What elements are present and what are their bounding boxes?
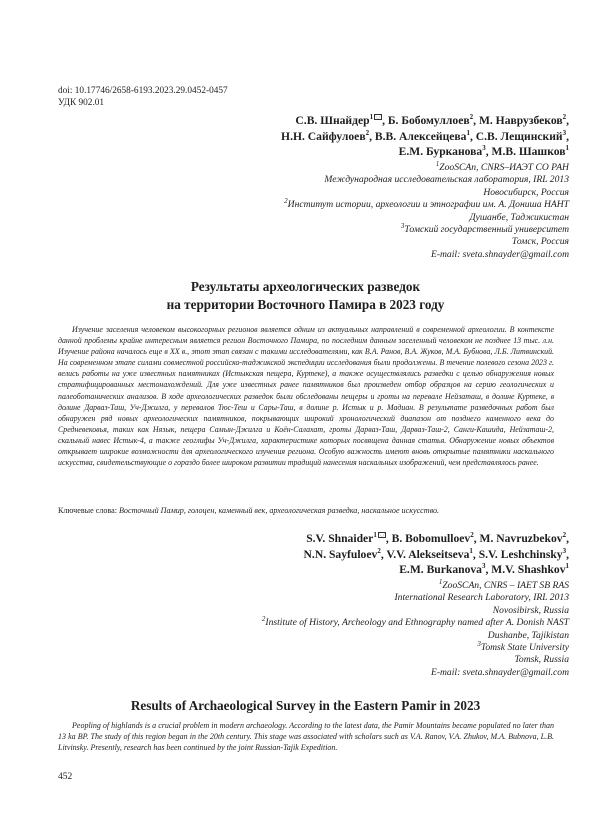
en-authors [304,531,569,578]
affiliation-line [284,187,569,199]
author-name: Б. Бобомуллоев [387,114,470,127]
ru-title [0,278,611,314]
page-number: 452 [58,772,73,782]
ru-authors [281,113,569,160]
author-separator: , [566,547,569,561]
affiliation-line [284,249,569,261]
author-separator: , [485,563,492,576]
keywords-label: Ключевые слова: [58,506,117,515]
author-name: M.V. Shashkov [491,563,566,576]
affiliation-line [284,212,569,224]
author-separator: , [566,532,569,545]
affiliation-line [262,639,569,654]
author-separator: , [566,114,569,127]
email-text: E-mail: sveta.shnayder@gmail.com [430,666,569,678]
author-affil-mark: 2 [365,128,370,137]
ru-affiliations [284,159,569,261]
ru-title-line-1: Результаты археологических разведок [190,279,421,294]
author-name: М.В. Шашков [491,145,566,158]
affil-text: Томский государственный университет [404,224,569,236]
author-affil-mark: 1 [565,144,569,153]
affiliation-line [262,630,569,642]
author-affil-mark: 1 [373,531,377,540]
affil-mark: 3 [477,639,481,648]
affil-text: ZooSCAn, CNRS–ИАЭТ СО РАН [439,162,569,173]
affil-text: Dushanbe, Tajikistan [487,629,569,641]
author-name: S.V. Leshchinsky [478,547,563,561]
author-name: N.N. Sayfuloev [303,547,378,561]
affil-text: Новосибирск, Россия [483,186,569,198]
affil-mark: 2 [261,615,266,624]
author-affil-mark: 1 [565,562,569,571]
author-separator: , [473,114,479,127]
author-separator: , [485,145,492,158]
author-affil-mark: 1 [469,546,473,555]
en-abstract-text: Peopling of highlands is a crucial problem in modern archaeology. According to the latest data, the Pamir Mountains became populated no later than 13 ka BP. The study of this region began in the 20th century. This stage was associated with scholars such as V.A. Ranov, V.A. Zhukov, M.A. Bubnova, L.B. Litvinsky. Presently, research has been continued by the joint Russian-Tajik Expedition. [58,721,554,753]
author-name: С.В. Шнайдер [295,114,370,127]
affil-text: International Research Laboratory, IRL 2013 [394,592,569,604]
author-separator: , [473,532,480,545]
ru-authors-line-3 [281,144,569,160]
ru-title-line-2: на территории Восточного Памира в 2023 году [166,297,445,312]
affiliation-line [284,199,569,211]
affil-mark: 1 [435,159,440,168]
email-text: E-mail: sveta.shnayder@gmail.com [430,248,569,260]
affil-mark: 1 [438,577,443,586]
affiliation-line [262,577,569,592]
en-authors-line-2 [304,547,569,563]
affil-text: Международная исследовательская лаборатория, IRL 2013 [324,174,569,186]
author-affil-mark: 2 [562,531,567,540]
en-authors-line-1 [304,531,569,547]
author-separator: , [382,114,388,127]
en-authors-line-3 [304,562,569,578]
affil-text: Душанбе, Таджикистан [469,211,569,223]
author-affil-mark: 2 [377,546,381,555]
author-affil-mark: 1 [466,128,470,137]
author-name: Н.Н. Сайфулоев [281,129,366,143]
en-title: Results of Archaeological Survey in the Eastern Pamir in 2023 [130,698,481,713]
author-affil-mark: 3 [562,546,567,555]
author-name: B. Bobomulloev [391,532,471,545]
affil-mark: 3 [400,221,405,230]
author-affil-mark: 1 [369,113,374,122]
ru-authors-line-2 [281,129,569,145]
author-name: E.M. Burkanova [399,563,482,576]
author-name: S.V. Shnaider [306,532,374,545]
author-separator: , [469,129,476,143]
affil-text: Novosibirsk, Russia [492,604,569,616]
author-separator: , [369,129,375,143]
affil-text: Томск, Россия [511,236,569,248]
affiliation-line [284,174,569,186]
author-separator: , [380,547,387,561]
author-separator: , [385,532,392,545]
affiliation-line [262,667,569,679]
author-name: V.V. Alekseitseva [386,547,470,561]
author-name: M. Navruzbekov [479,532,563,545]
author-affil-mark: 3 [481,562,486,571]
udk-line: УДК 902.01 [58,98,105,108]
affiliation-line [262,617,569,629]
affil-text: Institute of History, Archeology and Ethnography named after A. Donish NAST [265,617,569,629]
affil-text: Институт истории, археологии и этнографии им. А. Дониша НАНТ [287,199,569,211]
mail-icon [374,114,382,120]
affil-text: ZooSCAn, CNRS – IAET SB RAS [442,580,569,591]
author-separator: , [566,129,569,143]
affiliation-line [284,221,569,236]
mail-icon [378,532,386,538]
affil-text: Tomsk State University [480,642,569,654]
author-affil-mark: 2 [470,531,474,540]
keywords-text: Восточный Памир, голоцен, каменный век, археологическая разведка, наскальное искусство. [118,506,440,515]
author-name: М. Наврузбеков [478,114,563,127]
affil-text: Tomsk, Russia [514,654,569,666]
affil-mark: 2 [284,197,288,206]
author-separator: , [472,547,479,561]
ru-authors-line-1 [281,113,569,129]
ru-abstract-text: Изучение заселения человеком высокогорных регионов является одним из актуальных направлений в современной археологии. В контексте данной проблемы крайне интересным является регион Восточного Памира, по последним данным заселенный человеком не позднее 13 тыс. л.н. Изучение района началось еще в XX в., этот этап связан с такими исследователями, как В.А. Ранов, В.А. Жуков, М.А. Бубнова, Л.Б. Литвинский. На современном этапе силами совместной российско-таджикской экспедиции исследования были продолжены. В течение полевого сезона 2023 г. велись работы на уже известных памятниках (Истыкская пещера, Куртеке), а также осуществлялись разведки с целью обнаружения новых стратифицированных местонахождений. Для уже известных ранее памятников был произведен отбор образцов на серию геологических и палеоботанических анализов. В ходе археологических разведок были обследованы пещеры и гроты на перевале Нейзаташ, в долине Куртеке, в долине Дарваз-Таш, Уч-Джилга, у перевалов Тюс-Теш и Сары-Таш, в долине р. Истык и р. Мадиан. В результате разведочных работ был обнаружен ряд новых археологических памятников, покрывающих широкий хронологический диапазон от позднего каменного века до Средневековья, таких как Нязык, пещера Самын-Джилга и Коён-Салахат, гроты Дарваз-Таш, Дарваз-Таш-2, Санги-Кашида, Нейзаташ-2, скальный навес Истык-4, а также геоглифы Уч-Джилга, характеристике которых посвящена данная статья. Обнаружение новых объектов открывает широкие возможности для археологического изучения региона. Особую важность имеют вновь открытые памятники наскального искусства, свидетельствующие о гораздо более широком развитии традиций нанесения наскальных изображений, чем представлялось ранее. [58,325,554,468]
author-name: Е.М. Бурканова [398,145,483,158]
en-affiliations [261,577,569,679]
affiliation-line [262,592,569,604]
doi-line: doi: 10.17746/2658-6193.2023.29.0452-0457 [58,86,228,96]
affiliation-line [284,159,569,174]
author-name: С.В. Лещинский [475,129,563,143]
author-name: В.В. Алексейцева [374,129,467,143]
author-affil-mark: 3 [562,128,567,137]
ru-keywords [58,505,554,516]
author-affil-mark: 2 [562,113,567,122]
en-abstract [58,720,554,754]
affiliation-line [284,236,569,248]
author-affil-mark: 2 [469,113,474,122]
author-affil-mark: 3 [482,144,486,153]
ru-abstract [58,324,554,468]
affiliation-line [262,654,569,666]
affiliation-line [262,605,569,617]
